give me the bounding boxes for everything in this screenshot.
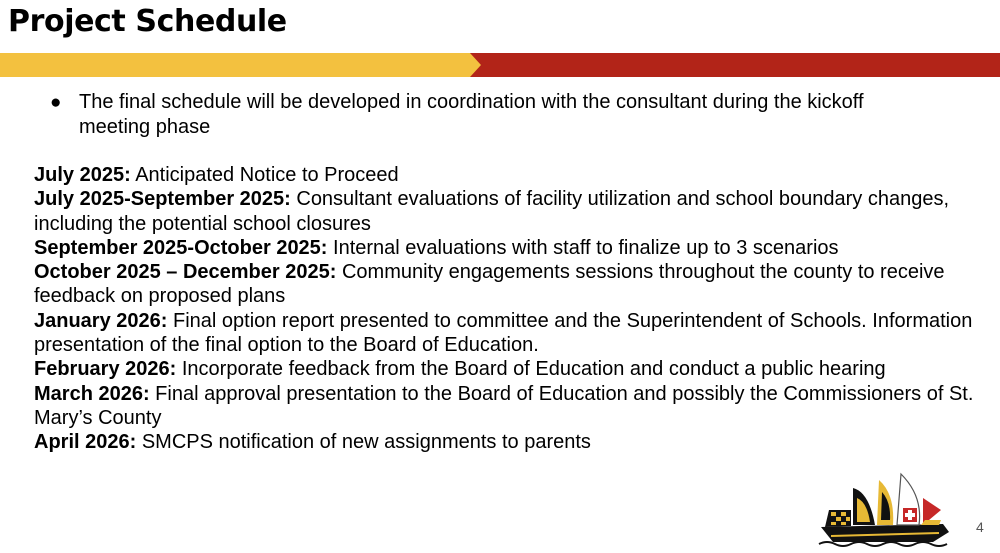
schedule-item	[34, 382, 984, 431]
schedule-description: SMCPS notification of new assignments to parents	[136, 431, 591, 454]
schedule-date: September 2025-October 2025:	[34, 236, 328, 259]
schedule-item	[34, 163, 984, 187]
banner-gold-segment	[0, 53, 481, 77]
schedule-item	[34, 309, 984, 358]
schedule-description: Anticipated Notice to Proceed	[130, 164, 399, 186]
schedule-description: Final approval presentation to the Board of Education and possibly the Commissioners of St. Mary’s County	[34, 382, 974, 429]
schedule-item	[34, 430, 984, 454]
schedule-description: Internal evaluations with staff to finalize up to 3 scenarios	[327, 236, 839, 259]
ark-and-dove-logo-icon	[815, 470, 965, 548]
schedule-item	[34, 260, 984, 309]
title-banner	[0, 53, 1000, 77]
schedule-description: Final option report presented to committee and the Superintendent of Schools. Information presentation of the final option to the Board of Education.	[34, 309, 973, 357]
schedule-item	[34, 187, 984, 236]
schedule-item	[34, 357, 984, 381]
bullet-text: The final schedule will be developed in coordination with the consultant during the kickoff meeting phase	[79, 91, 864, 138]
schedule-date: February 2026:	[34, 358, 177, 381]
schedule-description: Community engagements sessions throughout the county to receive feedback on proposed plans	[34, 261, 945, 308]
schedule-date: July 2025:	[34, 164, 131, 186]
schedule-date: March 2026:	[34, 382, 150, 405]
schedule-date: April 2026:	[34, 431, 137, 454]
schedule-item	[34, 236, 984, 260]
schedule-description: Consultant evaluations of facility utilization and school boundary changes, including the potential school closures	[34, 188, 949, 235]
schedule-description: Incorporate feedback from the Board of Education and conduct a public hearing	[176, 358, 886, 381]
schedule-list	[34, 163, 984, 455]
page-number: 4	[976, 519, 984, 535]
schedule-date: July 2025-September 2025:	[34, 188, 291, 211]
bullet-icon: ●	[50, 92, 62, 113]
slide-title: Project Schedule	[8, 4, 287, 39]
schedule-date: January 2026:	[34, 309, 168, 332]
schedule-date: October 2025 – December 2025:	[34, 261, 337, 284]
